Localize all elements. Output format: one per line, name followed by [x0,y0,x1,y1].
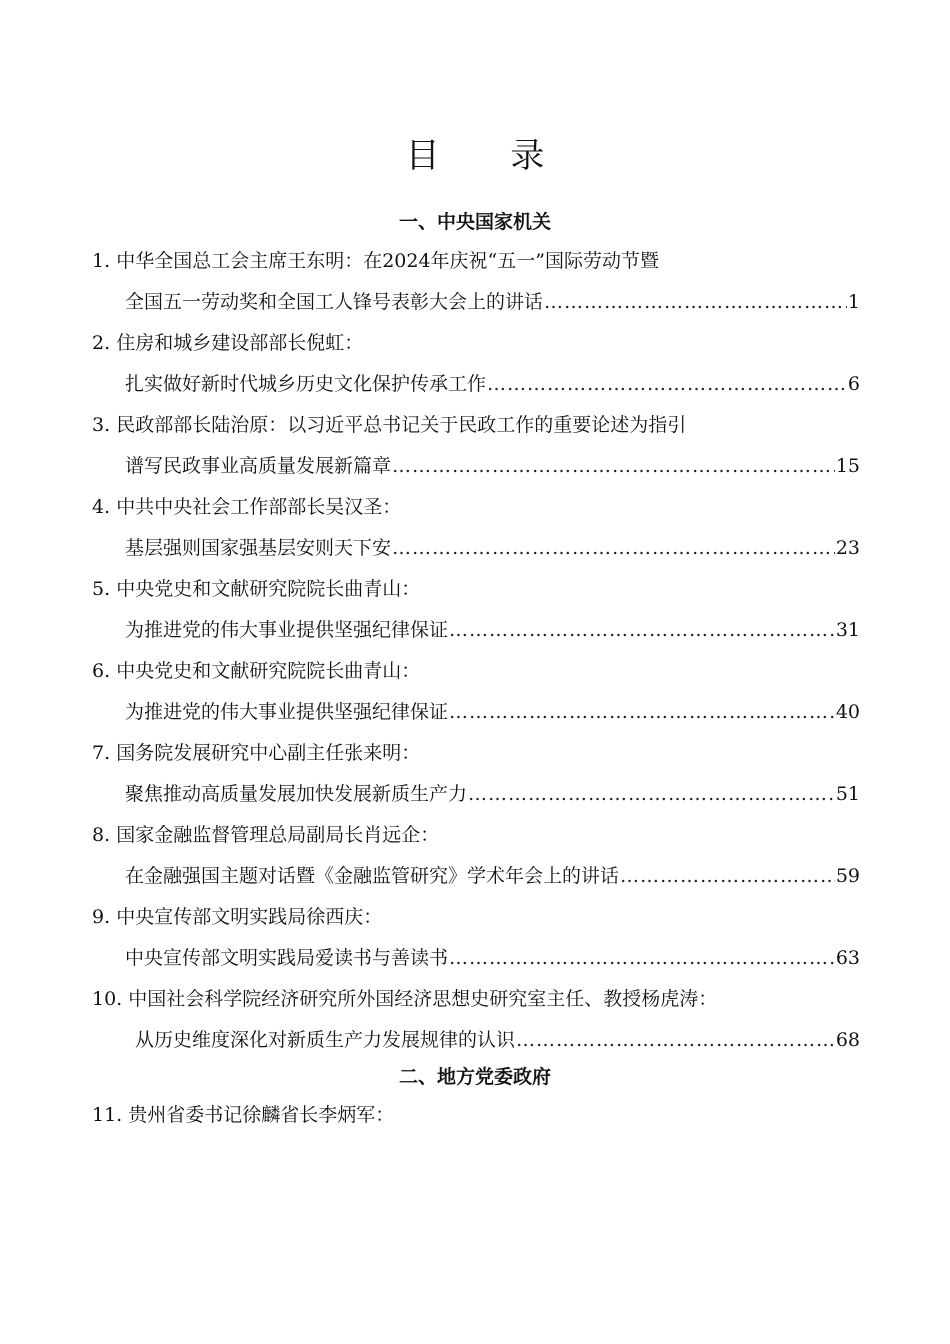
entry-number: 4. [92,496,111,518]
entry-page-number: 59 [835,865,860,887]
entry-title: 中央党史和文献研究院院长曲青山： [116,660,421,682]
entry-subtitle: 在金融强国主题对话暨《金融监管研究》学术年会上的讲话 [125,865,620,887]
entry-title: 住房和城乡建设部部长倪虹： [116,332,364,354]
entry-subtitle: 从历史维度深化对新质生产力发展规律的认识 [135,1029,516,1051]
leader-dots [468,781,835,807]
leader-dots [544,289,847,315]
leader-dots [620,863,835,889]
leader-dots [516,1027,835,1053]
entry-number: 3. [92,414,111,436]
toc-entry-6-head [92,658,420,684]
entry-title: 国务院发展研究中心副主任张来明： [116,742,421,764]
entry-subtitle: 中央宣传部文明实践局爱读书与善读书 [125,947,449,969]
entry-page-number: 6 [847,373,860,395]
page-title: 目 录 [405,136,575,176]
section-heading-local: 二、地方党委政府 [398,1066,551,1088]
toc-entry-4-sub[interactable] [125,535,860,561]
entry-subtitle: 为推进党的伟大事业提供坚强纪律保证 [125,701,449,723]
toc-entry-5-head [92,576,420,602]
toc-entry-5-sub[interactable] [125,617,860,643]
toc-entry-2-head [92,330,363,356]
toc-entry-6-sub[interactable] [125,699,860,725]
toc-entry-1-head [92,248,659,274]
entry-subtitle: 聚焦推动高质量发展加快发展新质生产力 [125,783,468,805]
entry-title: 国家金融监督管理总局副局长肖远企： [116,824,440,846]
entry-page-number: 1 [847,291,860,313]
toc-entry-8-sub[interactable] [125,863,860,889]
toc-entry-2-sub[interactable] [125,371,860,397]
leader-dots [487,371,847,397]
entry-title: 民政部部长陆治原：以习近平总书记关于民政工作的重要论述为指引 [116,414,687,436]
entry-number: 11. [92,1104,123,1126]
leader-dots [392,453,835,479]
entry-title: 中央宣传部文明实践局徐西庆： [116,906,383,928]
section-heading-central: 一、中央国家机关 [398,211,551,233]
entry-number: 7. [92,742,111,764]
toc-entry-10-head [92,986,717,1012]
entry-page-number: 31 [835,619,860,641]
toc-entry-9-sub[interactable] [125,945,860,971]
entry-number: 9. [92,906,111,928]
entry-title: 中华全国总工会主席王东明：在2024年庆祝“五一”国际劳动节暨 [116,250,659,272]
entry-page-number: 23 [835,537,860,559]
entry-title: 中国社会科学院经济研究所外国经济思想史研究室主任、教授杨虎涛： [128,988,718,1010]
toc-entry-9-head [92,904,382,930]
entry-number: 10. [92,988,123,1010]
entry-subtitle: 为推进党的伟大事业提供坚强纪律保证 [125,619,449,641]
toc-entry-7-sub[interactable] [125,781,860,807]
entry-subtitle: 全国五一劳动奖和全国工人锋号表彰大会上的讲话 [125,291,544,313]
toc-entry-3-head [92,412,686,438]
entry-title: 贵州省委书记徐麟省长李炳军： [128,1104,395,1126]
entry-number: 6. [92,660,111,682]
entry-number: 2. [92,332,111,354]
entry-number: 1. [92,250,111,272]
entry-page-number: 40 [835,701,860,723]
toc-entry-1-sub[interactable] [125,289,860,315]
entry-title: 中共中央社会工作部部长吴汉圣： [116,496,402,518]
leader-dots [449,945,835,971]
entry-number: 8. [92,824,111,846]
entry-number: 5. [92,578,111,600]
toc-entry-4-head [92,494,401,520]
entry-subtitle: 扎实做好新时代城乡历史文化保护传承工作 [125,373,487,395]
entry-subtitle: 基层强则国家强基层安则天下安 [125,537,392,559]
entry-page-number: 68 [835,1029,860,1051]
entry-title: 中央党史和文献研究院院长曲青山： [116,578,421,600]
entry-subtitle: 谱写民政事业高质量发展新篇章 [125,455,392,477]
toc-entry-11-head [92,1102,394,1128]
leader-dots [449,617,835,643]
entry-page-number: 51 [835,783,860,805]
toc-entry-8-head [92,822,439,848]
entry-page-number: 15 [835,455,860,477]
toc-entry-10-sub[interactable] [135,1027,860,1053]
leader-dots [392,535,835,561]
leader-dots [449,699,835,725]
toc-entry-7-head [92,740,420,766]
entry-page-number: 63 [835,947,860,969]
toc-entry-3-sub[interactable] [125,453,860,479]
